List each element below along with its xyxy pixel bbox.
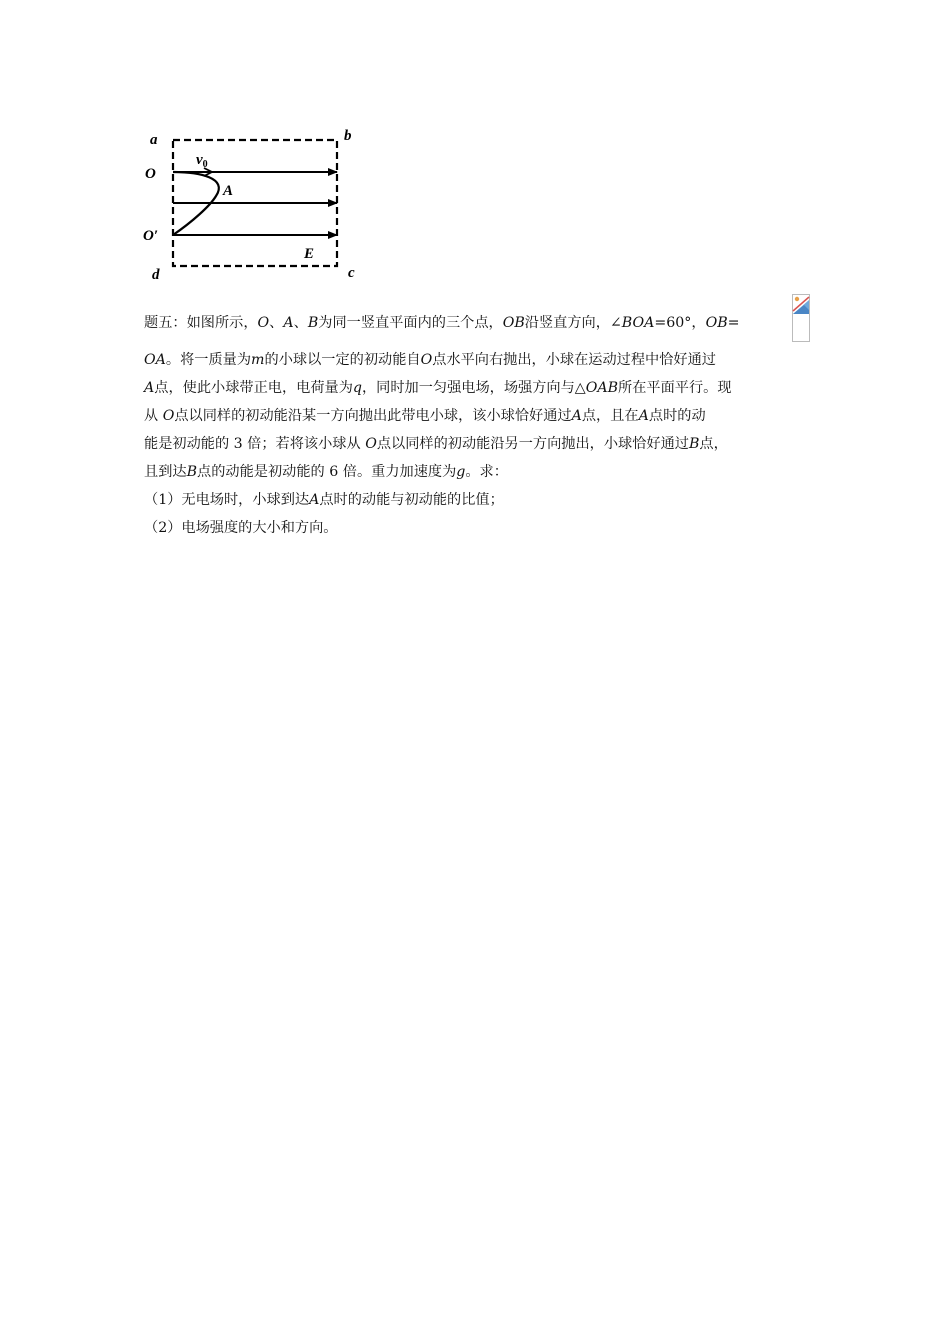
text-run: 为同一竖直平面内的三个点，: [318, 315, 503, 331]
problem-line-2: [144, 346, 814, 374]
text-run: =60°，: [654, 315, 706, 331]
text-run: 点的动能是初动能的 6 倍。重力加速度为: [197, 464, 457, 480]
var-run: q: [352, 380, 362, 396]
text-run: 且到达: [144, 464, 187, 480]
text-run: 点，使此小球带正电，电荷量为: [154, 380, 353, 396]
text-run: 点，且在: [581, 408, 639, 424]
text-run: 从: [144, 408, 163, 424]
text-run: =: [727, 315, 740, 331]
var-run: B: [688, 436, 700, 452]
problem-line-4: [144, 402, 814, 430]
question-2: [144, 514, 814, 542]
text-run: 能是初动能的 3 倍；若将该小球从: [144, 436, 366, 452]
var-run: OA: [144, 352, 166, 368]
label-b: b: [344, 128, 352, 144]
label-v0-sub: 0: [202, 159, 208, 170]
var-run: A: [283, 315, 294, 331]
label-E: E: [304, 246, 315, 262]
text-run: 点水平向右抛出，小球在运动过程中恰好通过: [432, 352, 716, 368]
var-run: A: [144, 380, 155, 396]
problem-line-5: [144, 430, 814, 458]
problem-text: [144, 300, 814, 542]
label-d: d: [152, 267, 160, 283]
label-O: O: [145, 166, 156, 182]
text-run: （1）无电场时，小球到达: [144, 492, 310, 508]
var-run: OB: [705, 315, 728, 331]
var-run: B: [186, 464, 198, 480]
var-run: A: [638, 408, 649, 424]
var-run: B: [307, 315, 319, 331]
text-run: 沿竖直方向，∠: [524, 315, 622, 331]
var-run: OAB: [585, 380, 619, 396]
broken-image-icon: [792, 294, 810, 342]
text-run: 的小球以一定的初动能自: [264, 352, 421, 368]
var-run: O: [420, 352, 433, 368]
var-run: g: [456, 464, 466, 480]
text-run: 点以同样的初动能沿另一方向抛出，小球恰好通过: [376, 436, 689, 452]
text-run: 所在平面平行。现: [618, 380, 732, 396]
label-c: c: [348, 265, 355, 281]
problem-line-6: [144, 458, 814, 486]
text-run: 。将一质量为: [165, 352, 252, 368]
var-run: m: [251, 352, 265, 368]
var-run: O: [162, 408, 175, 424]
text-run: （2）电场强度的大小和方向。: [144, 520, 338, 536]
var-run: OB: [502, 315, 525, 331]
var-run: A: [309, 492, 320, 508]
text-run: 点时的动: [648, 408, 706, 424]
text-run: 题五：如图所示，: [144, 315, 258, 331]
question-1: [144, 486, 814, 514]
text-run: 、: [293, 315, 308, 331]
var-run: A: [571, 408, 582, 424]
label-A: A: [223, 183, 234, 199]
label-v0: [196, 152, 208, 170]
var-run: BOA: [621, 315, 655, 331]
text-run: 、: [269, 315, 284, 331]
label-a: a: [150, 132, 158, 148]
label-v0-main: v: [196, 152, 203, 168]
text-run: 点时的动能与初动能的比值；: [319, 492, 504, 508]
text-run: 。求：: [465, 464, 508, 480]
field-diagram: [140, 122, 370, 287]
text-run: ，同时加一匀强电场，场强方向与△: [361, 380, 586, 396]
label-O-prime: O′: [143, 228, 159, 244]
problem-line-1: [144, 300, 814, 346]
text-run: 点以同样的初动能沿某一方向抛出此带电小球，该小球恰好通过: [174, 408, 572, 424]
var-run: O: [365, 436, 377, 452]
var-run: O: [257, 315, 270, 331]
text-run: 点，: [699, 436, 728, 452]
problem-line-3: [144, 374, 814, 402]
